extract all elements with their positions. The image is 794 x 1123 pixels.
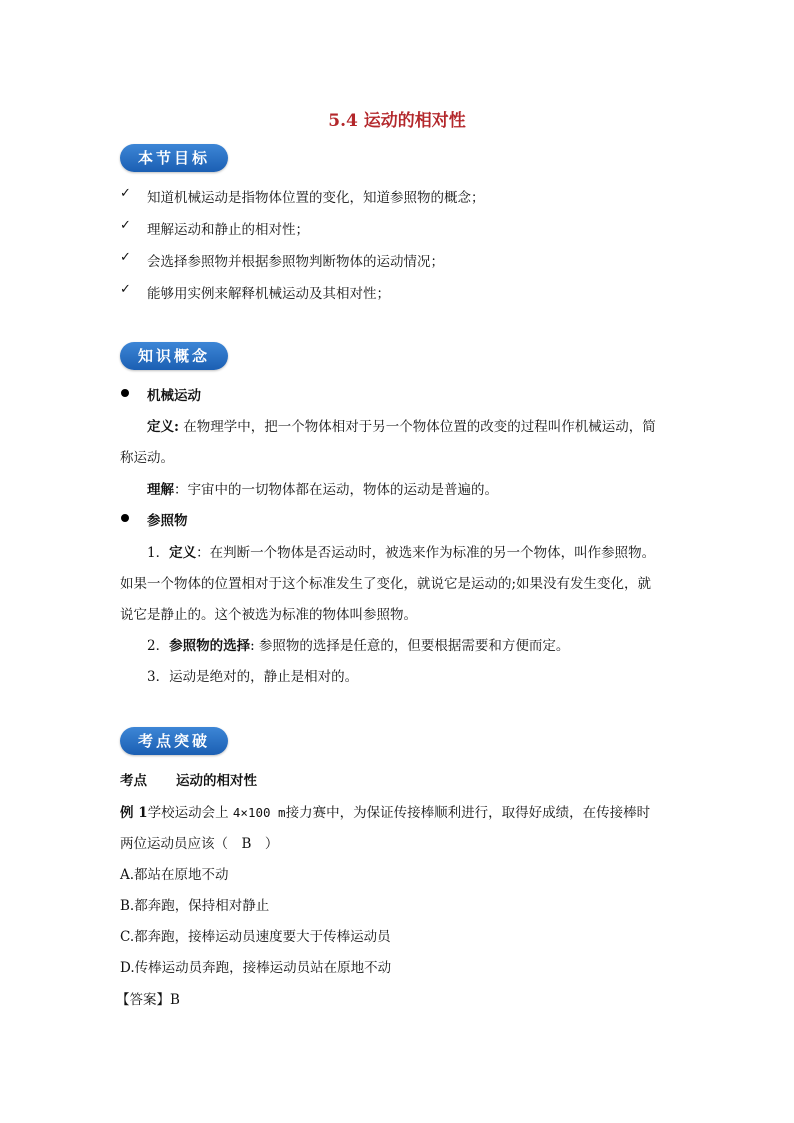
page-title: 5.4 运动的相对性 — [328, 111, 466, 131]
check-icon: ✓ — [120, 250, 131, 265]
option-b: B.都奔跑，保持相对静止 — [120, 898, 270, 914]
check-icon: ✓ — [120, 186, 131, 201]
definition-text: 在物理学中，把一个物体相对于另一个物体位置的改变的过程叫作机械运动，简 — [178, 419, 656, 435]
section-badge-concepts: 知识概念 — [120, 342, 228, 370]
reference-item-1 — [147, 541, 655, 561]
question-line-2: 两位运动员应该（ B ） — [120, 836, 279, 852]
section-badge-breakthrough: 考点突破 — [120, 727, 228, 755]
definition-label: 定义: — [147, 419, 179, 435]
understanding-text: ：宇宙中的一切物体都在运动，物体的运动是普遍的。 — [174, 482, 498, 498]
question-text: 学校运动会上 — [147, 805, 233, 821]
bullet-icon — [121, 514, 129, 522]
heading-reference: 参照物 — [147, 513, 188, 529]
understanding-line — [147, 478, 498, 498]
goal-item: 能够用实例来解释机械运动及其相对性； — [147, 286, 390, 302]
heading-mechanical-motion: 机械运动 — [147, 388, 201, 404]
check-icon: ✓ — [120, 218, 131, 233]
example-label: 例 1 — [120, 805, 148, 821]
item-text: ：在判断一个物体是否运动时，被选来作为标准的另一个物体，叫作参照物。 — [196, 545, 656, 561]
understanding-label: 理解 — [147, 482, 174, 498]
reference-item-1-cont: 如果一个物体的位置相对于这个标准发生了变化，就说它是运动的;如果没有发生变化，就 — [120, 576, 652, 592]
item-label: 定义 — [169, 545, 197, 561]
check-icon: ✓ — [120, 282, 131, 297]
section-badge-goals: 本节目标 — [120, 144, 228, 172]
goal-item: 知道机械运动是指物体位置的变化，知道参照物的概念； — [147, 190, 485, 206]
answer: 【答案】B — [116, 992, 180, 1008]
definition-line — [147, 415, 656, 435]
reference-item-3: 3．运动是绝对的，静止是相对的。 — [147, 669, 359, 685]
item-label: 参照物的选择 — [169, 638, 251, 654]
reference-item-1-cont: 说它是静止的。这个被选为标准的物体叫参照物。 — [120, 607, 417, 623]
exam-point-label: 考点 — [120, 773, 147, 789]
example-question — [120, 801, 650, 821]
option-d: D.传棒运动员奔跑，接棒运动员站在原地不动 — [120, 960, 392, 976]
option-c: C.都奔跑，接棒运动员速度要大于传棒运动员 — [120, 929, 391, 945]
question-text: 接力赛中，为保证传接棒顺利进行，取得好成绩，在传接棒时 — [285, 805, 651, 821]
reference-item-2 — [147, 634, 569, 654]
exam-point-topic: 运动的相对性 — [176, 773, 257, 789]
definition-cont: 称运动。 — [120, 450, 174, 466]
item-text: : 参照物的选择是任意的，但要根据需要和方便而定。 — [250, 638, 570, 654]
item-number: 1． — [147, 545, 170, 561]
question-value: 4×100 m — [232, 805, 286, 820]
item-number: 2． — [147, 638, 170, 654]
goal-item: 理解运动和静止的相对性； — [147, 222, 309, 238]
option-a: A.都站在原地不动 — [120, 867, 229, 883]
bullet-icon — [121, 389, 129, 397]
goal-item: 会选择参照物并根据参照物判断物体的运动情况； — [147, 254, 444, 270]
